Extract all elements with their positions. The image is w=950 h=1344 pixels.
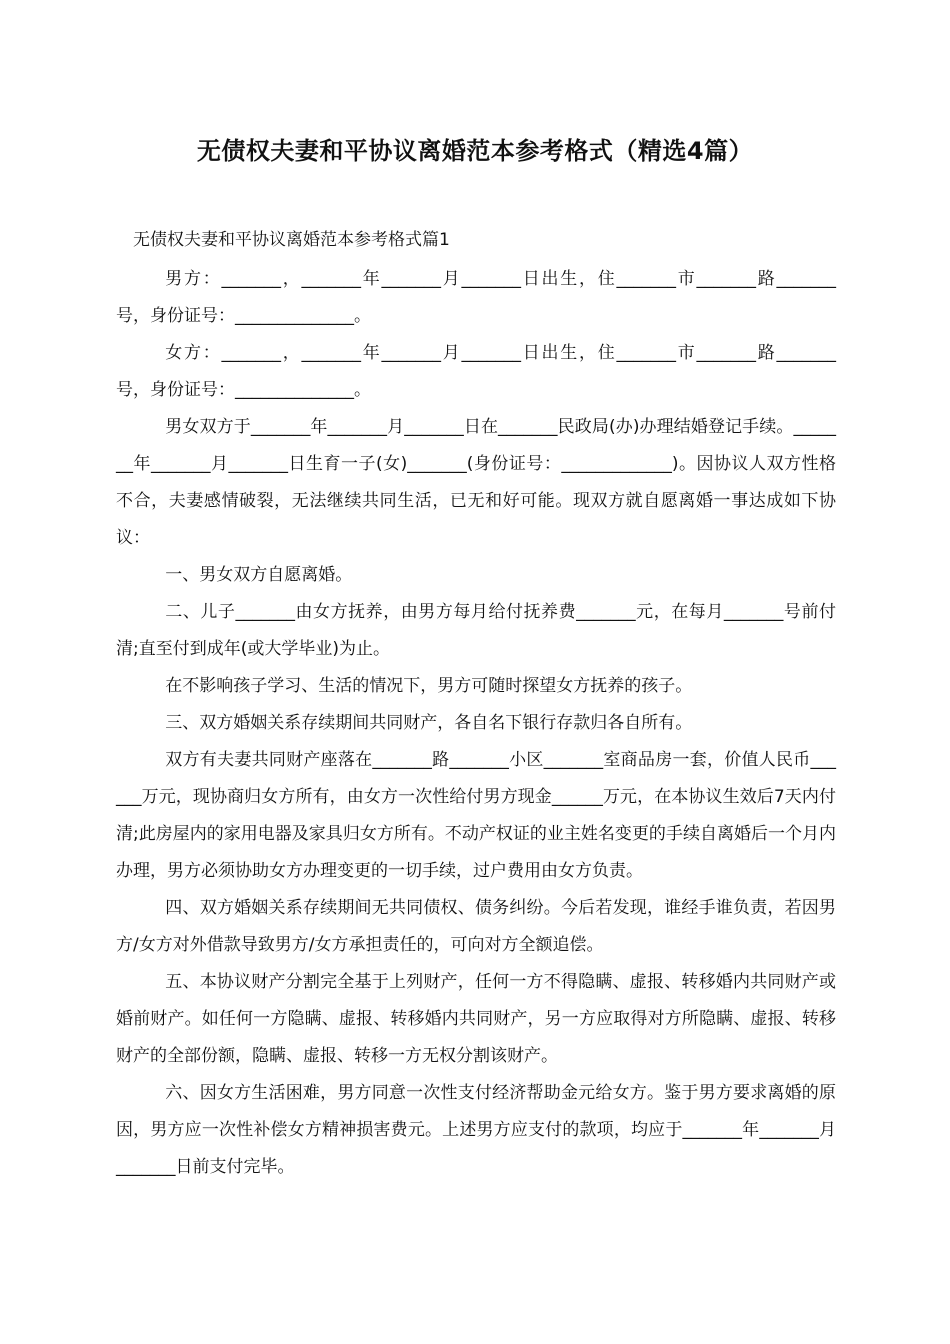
section-heading: 无债权夫妻和平协议离婚范本参考格式篇1 — [133, 230, 450, 250]
paragraph-clause-2: 二、儿子_______由女方抚养，由男方每月给付抚养费_______元，在每月_______号前付清;直至付到成年(或大学毕业)为止。 — [116, 602, 836, 659]
paragraph-property: 双方有夫妻共同财产座落在_______路_______小区_______室商品房一套，价值人民币______万元，现协商归女方所有，由女方一次性给付男方现金______万元，在本协议生效后7天内付清;此房屋内的家用电器及家具归女方所有。不动产权证的业主姓名变更的手续自离婚后一个月内办理，男方必须协助女方办理变更的一切手续，过户费用由女方负责。 — [116, 750, 836, 881]
paragraph-clause-6: 六、因女方生活困难，男方同意一次性支付经济帮助金元给女方。鉴于男方要求离婚的原因，男方应一次性补偿女方精神损害费元。上述男方应支付的款项，均应于_______年_______月_______日前支付完毕。 — [116, 1083, 836, 1177]
paragraph-visitation: 在不影响孩子学习、生活的情况下，男方可随时探望女方抚养的孩子。 — [165, 676, 693, 696]
paragraph-husband-info: 男方：_______，_______年_______月_______日出生，住_______市_______路_______号，身份证号：______________。 — [116, 269, 836, 326]
paragraph-clause-3: 三、双方婚姻关系存续期间共同财产，各自名下银行存款归各自所有。 — [165, 713, 693, 733]
paragraph-clause-5: 五、本协议财产分割完全基于上列财产，任何一方不得隐瞒、虚报、转移婚内共同财产或婚前财产。如任何一方隐瞒、虚报、转移婚内共同财产，另一方应取得对方所隐瞒、虚报、转移财产的全部份额，隐瞒、虚报、转移一方无权分割该财产。 — [116, 972, 836, 1066]
paragraph-clause-4: 四、双方婚姻关系存续期间无共同债权、债务纠纷。今后若发现，谁经手谁负责，若因男方/女方对外借款导致男方/女方承担责任的，可向对方全额追偿。 — [116, 898, 836, 955]
paragraph-wife-info: 女方：_______，_______年_______月_______日出生，住_______市_______路_______号，身份证号：______________。 — [116, 343, 836, 400]
document-title: 无债权夫妻和平协议离婚范本参考格式（精选4篇） — [196, 137, 754, 165]
paragraph-clause-1: 一、男女双方自愿离婚。 — [165, 565, 353, 585]
paragraph-marriage-background: 男女双方于_______年_______月_______日在_______民政局(办)办理结婚登记手续。_______年_______月_______日生育一子(女)_______(身份证号：_____________)。因协议人双方性格不合，夫妻感情破裂，无法继续共同生活，已无和好可能。现双方就自愿离婚一事达成如下协议： — [116, 417, 836, 548]
document-body — [116, 261, 836, 1186]
